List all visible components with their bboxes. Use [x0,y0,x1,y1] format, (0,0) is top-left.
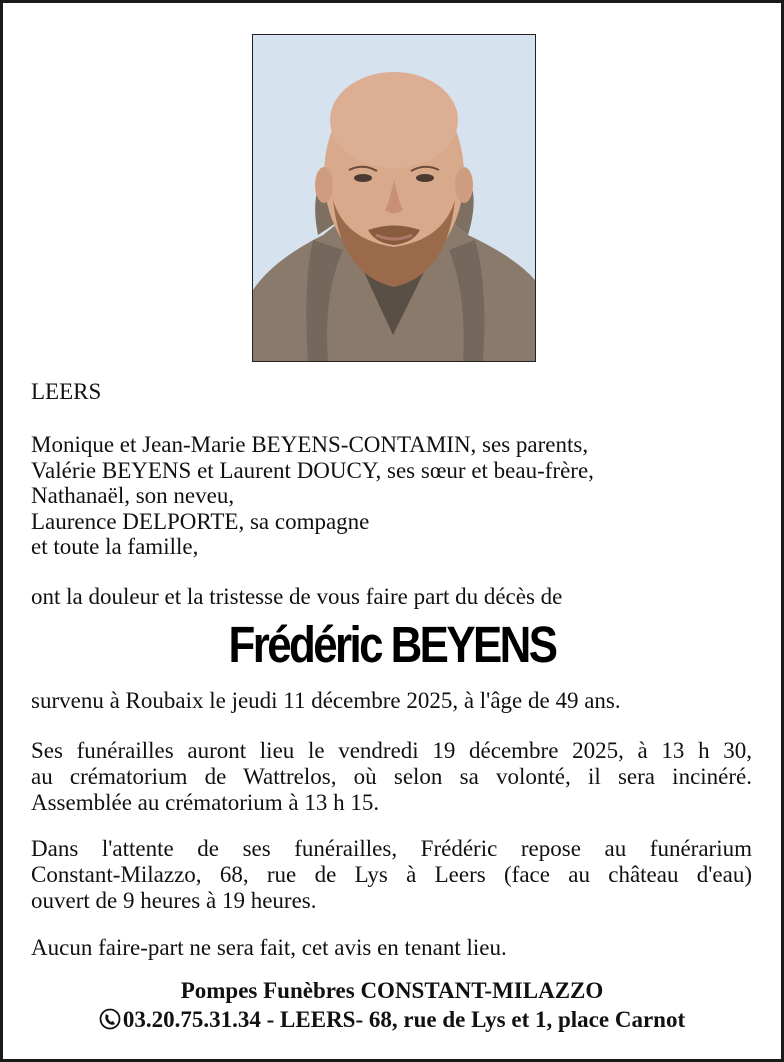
contact-text: 03.20.75.31.34 - LEERS- 68, rue de Lys et 1, place Carnot [122,1007,686,1032]
rest-line: ouvert de 9 heures à 19 heures. [31,888,317,913]
portrait-photo [252,34,536,362]
rest-line: Dans l'attente de ses funérailles, Frédéric repose au funérarium [31,836,752,861]
funeral-line: Assemblée au crématorium à 13 h 15. [31,790,380,815]
funeral-line: Ses funérailles auront lieu le vendredi 19 décembre 2025, à 13 h 30, [31,738,752,763]
announcement-text: ont la douleur et la tristesse de vous faire part du décès de [31,584,563,609]
deceased-name: Frédéric BEYENS [228,616,556,673]
rest-line: Constant-Milazzo, 68, rue de Lys à Leers (face au château d'eau) [31,862,752,887]
family-line: et toute la famille, [31,534,199,559]
portrait-illustration [253,35,535,361]
family-line: Nathanaël, son neveu, [31,483,235,508]
family-line: Laurence DELPORTE, sa compagne [31,508,370,534]
notice-text: Aucun faire-part ne sera fait, cet avis en tenant lieu. [31,935,507,960]
rest-info [31,836,752,914]
death-info: survenu à Roubaix le jeudi 11 décembre 2025, à l'âge de 49 ans. [31,688,621,713]
location-label: LEERS [31,379,102,404]
family-line: Monique et Jean-Marie BEYENS-CONTAMIN, ses parents, [31,432,589,457]
company-name: Pompes Funèbres CONSTANT-MILAZZO [180,978,604,1003]
funeral-line: au crématorium de Wattrelos, où selon sa volonté, il sera incinéré. [31,764,752,789]
contact-line [3,1007,781,1032]
family-line: Valérie BEYENS et Laurent DOUCY, ses sœur et beau-frère, [31,457,594,483]
funeral-info [31,738,752,816]
family-list [31,432,594,560]
phone-icon [99,1008,121,1030]
